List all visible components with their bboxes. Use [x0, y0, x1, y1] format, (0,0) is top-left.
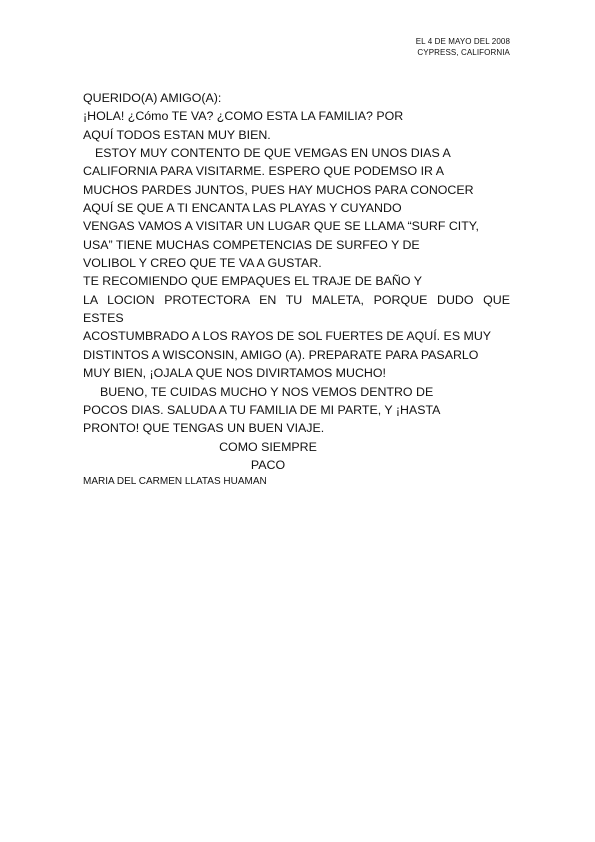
letter-line: POCOS DIAS. SALUDA A TU FAMILIA DE MI PARTE, Y ¡HASTA [83, 402, 441, 417]
letter-line: ¡HOLA! ¿Cómo TE VA? ¿COMO ESTA LA FAMILIA? POR [83, 109, 404, 124]
letter-line: VOLIBOL Y CREO QUE TE VA A GUSTAR. [83, 256, 322, 271]
letter-body [83, 89, 510, 489]
letter-line: ACOSTUMBRADO A LOS RAYOS DE SOL FUERTES DE AQUÍ. ES MUY [83, 329, 492, 344]
letter-closing: COMO SIEMPRE [219, 439, 317, 454]
letter-line: LA LOCION PROTECTORA EN TU MALETA, PORQUE DUDO QUE [83, 292, 510, 307]
letter-line: VENGAS VAMOS A VISITAR UN LUGAR QUE SE LLAMA “SURF CITY, [83, 219, 479, 234]
letter-line: ESTES [83, 311, 124, 326]
letter-line: TE RECOMIENDO QUE EMPAQUES EL TRAJE DE BAÑO Y [83, 274, 422, 289]
letter-line: ESTOY MUY CONTENTO DE QUE VEMGAS EN UNOS DIAS A [95, 146, 451, 161]
letter-place: CYPRESS, CALIFORNIA [417, 48, 510, 57]
letter-line: AQUÍ SE QUE A TI ENCANTA LAS PLAYAS Y CUYANDO [83, 201, 402, 216]
letter-line: USA” TIENE MUCHAS COMPETENCIAS DE SURFEO Y DE [83, 237, 420, 252]
letter-header [416, 36, 510, 58]
letter-line: CALIFORNIA PARA VISITARME. ESPERO QUE PODEMSO IR A [83, 164, 445, 179]
letter-line: PRONTO! QUE TENGAS UN BUEN VIAJE. [83, 421, 325, 436]
letter-line: MUY BIEN, ¡OJALA QUE NOS DIVIRTAMOS MUCHO! [83, 366, 386, 381]
author-name: MARIA DEL CARMEN LLATAS HUAMAN [83, 476, 267, 488]
letter-date: EL 4 DE MAYO DEL 2008 [415, 37, 510, 46]
letter-line: AQUÍ TODOS ESTAN MUY BIEN. [83, 127, 271, 142]
letter-signature: PACO [250, 457, 286, 472]
letter-line: DISTINTOS A WISCONSIN, AMIGO (A). PREPARATE PARA PASARLO [83, 347, 479, 362]
letter-line: MUCHOS PARDES JUNTOS, PUES HAY MUCHOS PARA CONOCER [83, 182, 474, 197]
salutation: QUERIDO(A) AMIGO(A): [83, 91, 222, 105]
letter-line: BUENO, TE CUIDAS MUCHO Y NOS VEMOS DENTRO DE [100, 384, 434, 399]
